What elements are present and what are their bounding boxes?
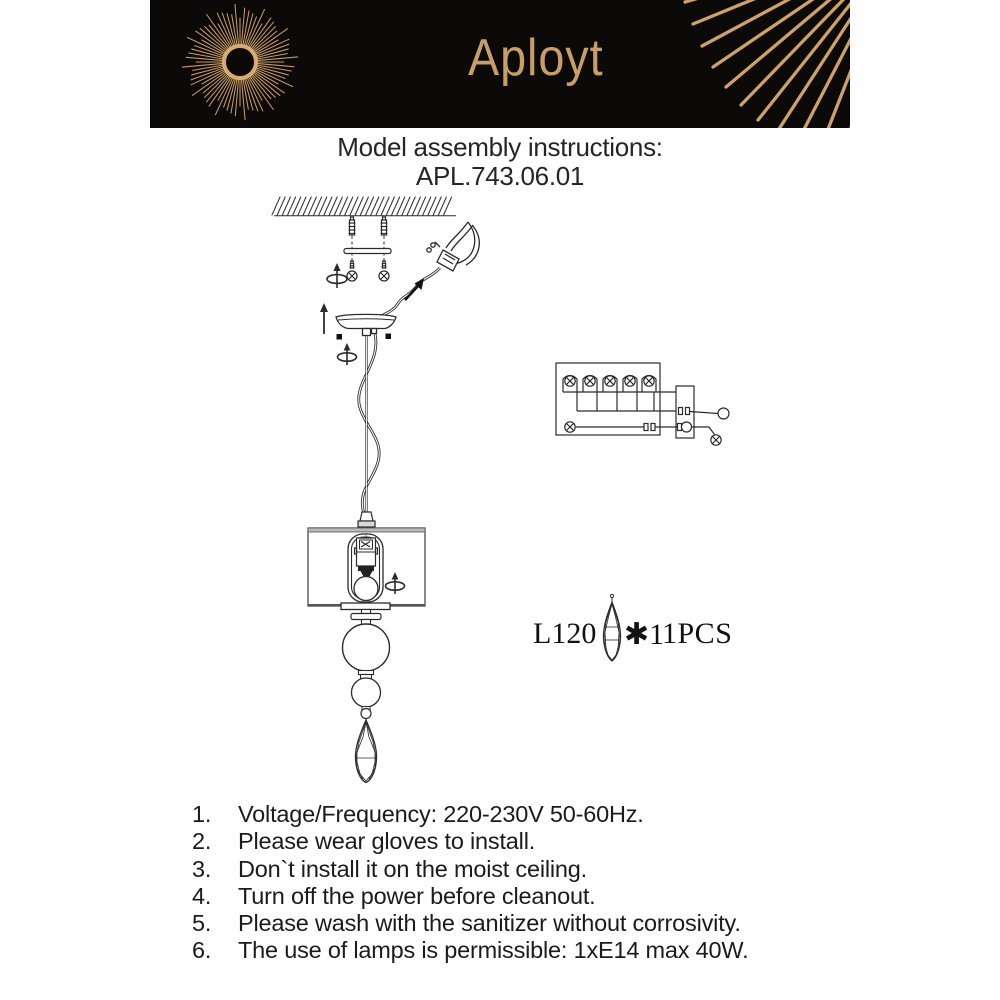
wire-connector-detail: [380, 222, 479, 317]
part-pcs-label: 1PCS: [662, 617, 733, 650]
brand-logo-text: Aployt: [468, 29, 604, 87]
gold-ray-fan-icon: [685, 0, 850, 128]
rotation-arrow-icon: [327, 263, 347, 288]
decor-spheres: [341, 603, 390, 722]
brand-header: [150, 0, 850, 128]
instruction-number: 5.: [192, 910, 212, 937]
instruction-item: [192, 937, 748, 964]
instruction-number: 2.: [192, 828, 212, 855]
title-block: [150, 133, 850, 191]
instruction-text: Voltage/Frequency: 220-230V 50-60Hz.: [238, 801, 644, 827]
mounting-bar: [344, 249, 391, 254]
instruction-number: 6.: [192, 937, 212, 964]
crystal-drop-icon: [355, 720, 376, 783]
wiring-diagram: [556, 363, 729, 445]
part-length-label: L120: [533, 617, 597, 650]
instruction-text: The use of lamps is permissible: 1xE14 max 40W.: [238, 937, 749, 964]
rotation-arrow-icon: [338, 343, 357, 365]
instructions-list: [192, 801, 748, 965]
instruction-item: [192, 801, 748, 828]
model-number: APL.743.06.01: [415, 161, 585, 191]
instruction-number: 3.: [192, 855, 212, 882]
ceiling-hatch: [272, 197, 452, 215]
decor-sphere-large: [343, 624, 390, 671]
rotation-arrow-icon: [386, 572, 405, 594]
instruction-number: 4.: [192, 882, 212, 909]
screw-dot: [386, 334, 392, 340]
bulb-icon: [354, 577, 378, 601]
power-cord: [359, 330, 380, 514]
sunburst-center: [231, 50, 250, 75]
instruction-item: [192, 856, 748, 883]
socket: [355, 538, 378, 577]
part-quantity: ✱1: [624, 618, 665, 651]
crystal-drop-icon: [603, 594, 620, 661]
instruction-item: [192, 910, 748, 937]
ceiling-canopy: [336, 314, 396, 335]
instruction-number: 1.: [192, 801, 212, 827]
instruction-text: Turn off the power before cleanout.: [238, 882, 596, 909]
assembly-diagram: [150, 190, 850, 800]
page-title: Model assembly instructions:: [337, 132, 663, 162]
instruction-item: [192, 828, 748, 855]
instruction-text: Please wear gloves to install.: [238, 828, 536, 855]
decor-sphere-small: [352, 678, 381, 707]
instruction-text: Don`t install it on the moist ceiling.: [238, 855, 587, 882]
instruction-text: Please wash with the sanitizer without corrosivity.: [238, 910, 741, 937]
up-arrow-icon: [320, 303, 328, 334]
instruction-item: [192, 883, 748, 910]
screw-dot: [337, 334, 343, 340]
